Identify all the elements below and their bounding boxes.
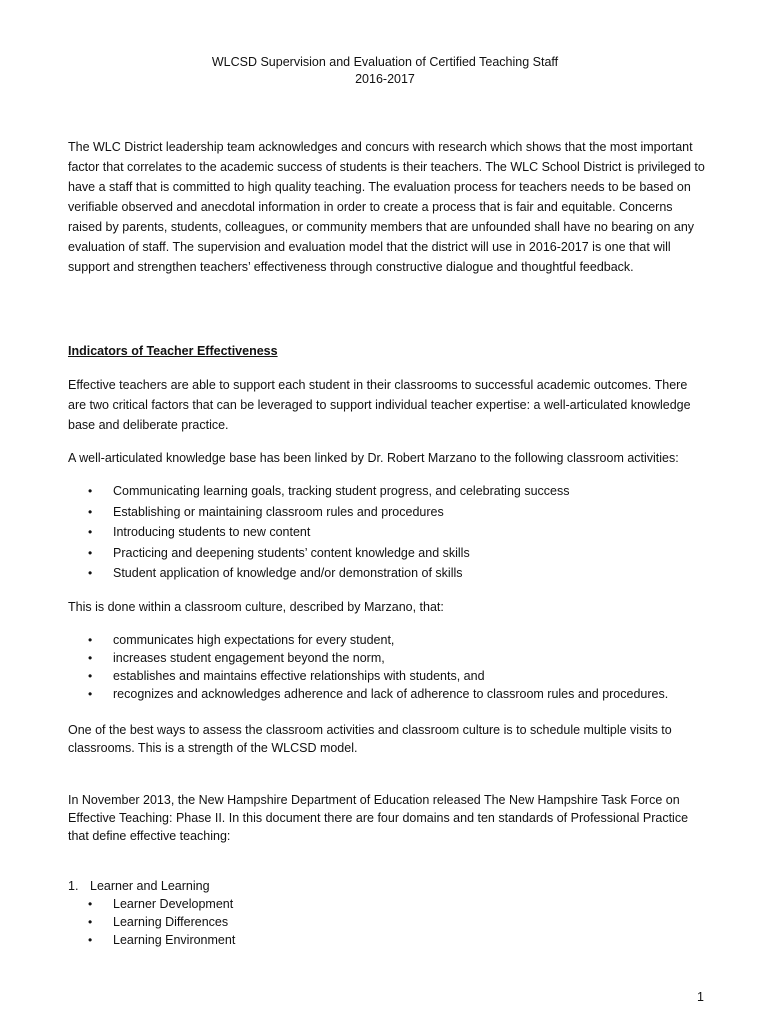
domain-standards-list (68, 895, 708, 949)
page-number: 1 (697, 990, 704, 1004)
bullet-icon: • (88, 897, 93, 911)
intro-paragraph: The WLC District leadership team acknowledges and concurs with research which shows that the most important factor that correlates to the academic success of students is their teachers. The WLC School District is privileged to have a staff that is committed to high quality teaching. The evaluation process for teachers needs to be based on verifiable observed and anecdotal information in order to create a process that is fair and equitable. Concerns raised by parents, students, colleagues, or community members that are unfounded shall have no bearing on any evaluation of staff. The supervision and evaluation model that the district will use in 2016-2017 is one that will support and strengthen teachers’ effectiveness through constructive dialogue and thoughtful feedback. (68, 140, 705, 274)
bullet-icon: • (88, 669, 93, 683)
section-paragraph-1: Effective teachers are able to support each student in their classrooms to successful academic outcomes. There are two critical factors that can be leveraged to support individual teacher expertise: a well-articulated knowledge base and deliberate practice. (68, 378, 691, 432)
bullet-icon: • (88, 633, 93, 647)
section-paragraph-3-block (68, 597, 708, 617)
section-paragraph-3: This is done within a classroom culture, described by Marzano, that: (68, 600, 444, 614)
activities-list-block (68, 481, 708, 584)
section-paragraph-5-block (68, 791, 708, 845)
list-item: • Practicing and deepening students’ content knowledge and skills (68, 543, 708, 564)
bullet-icon: • (88, 484, 93, 498)
culture-list (68, 631, 708, 703)
list-item: • Learning Differences (88, 915, 229, 929)
list-item: • Learner Development (88, 897, 234, 911)
section-heading-block (68, 344, 708, 358)
section-paragraph-5: In November 2013, the New Hampshire Department of Education released The New Hampshire Task Force on Effective Teaching: Phase II. In this document there are four domains and ten standards of Professional Practice that define effective teaching: (68, 793, 689, 843)
domain-number: 1. (68, 879, 79, 893)
bullet-icon: • (88, 915, 93, 929)
document-year: 2016-2017 (355, 72, 415, 86)
intro-block (68, 137, 708, 277)
section-paragraph-4: One of the best ways to assess the classroom activities and classroom culture is to schedule multiple visits to classrooms. This is a strength of the WLCSD model. (68, 723, 672, 755)
list-item: • establishes and maintains effective relationships with students, and (88, 669, 485, 683)
section-heading: Indicators of Teacher Effectiveness (68, 344, 278, 358)
bullet-icon: • (88, 545, 93, 560)
document-title-block (0, 54, 770, 88)
bullet-icon: • (88, 525, 93, 539)
activities-list (68, 481, 708, 584)
bullet-icon: • (88, 933, 93, 947)
list-item: • Learning Environment (88, 933, 236, 947)
section-paragraph-4-block (68, 721, 708, 757)
bullet-icon: • (88, 504, 93, 519)
bullet-icon: • (88, 566, 93, 580)
domain-list (68, 877, 708, 949)
section-paragraph-2: A well-articulated knowledge base has been linked by Dr. Robert Marzano to the following classroom activities: (68, 451, 679, 465)
document-title: WLCSD Supervision and Evaluation of Certified Teaching Staff (211, 55, 559, 69)
section-paragraph-1-block (68, 375, 708, 435)
list-item: • recognizes and acknowledges adherence and lack of adherence to classroom rules and procedures. (88, 687, 669, 701)
list-item: • Communicating learning goals, tracking student progress, and celebrating success (68, 481, 708, 502)
bullet-icon: • (88, 651, 93, 665)
list-item: • communicates high expectations for every student, (88, 633, 395, 647)
list-item: • increases student engagement beyond the norm, (88, 651, 385, 665)
domain-item-1 (68, 877, 708, 895)
list-item: • Student application of knowledge and/or demonstration of skills (68, 563, 708, 584)
bullet-icon: • (88, 687, 93, 701)
list-item: • Establishing or maintaining classroom rules and procedures (68, 502, 708, 523)
culture-list-block (68, 631, 708, 703)
section-paragraph-2-block (68, 448, 708, 468)
list-item: • Introducing students to new content (68, 522, 708, 543)
domain-label: Learner and Learning (90, 879, 210, 893)
